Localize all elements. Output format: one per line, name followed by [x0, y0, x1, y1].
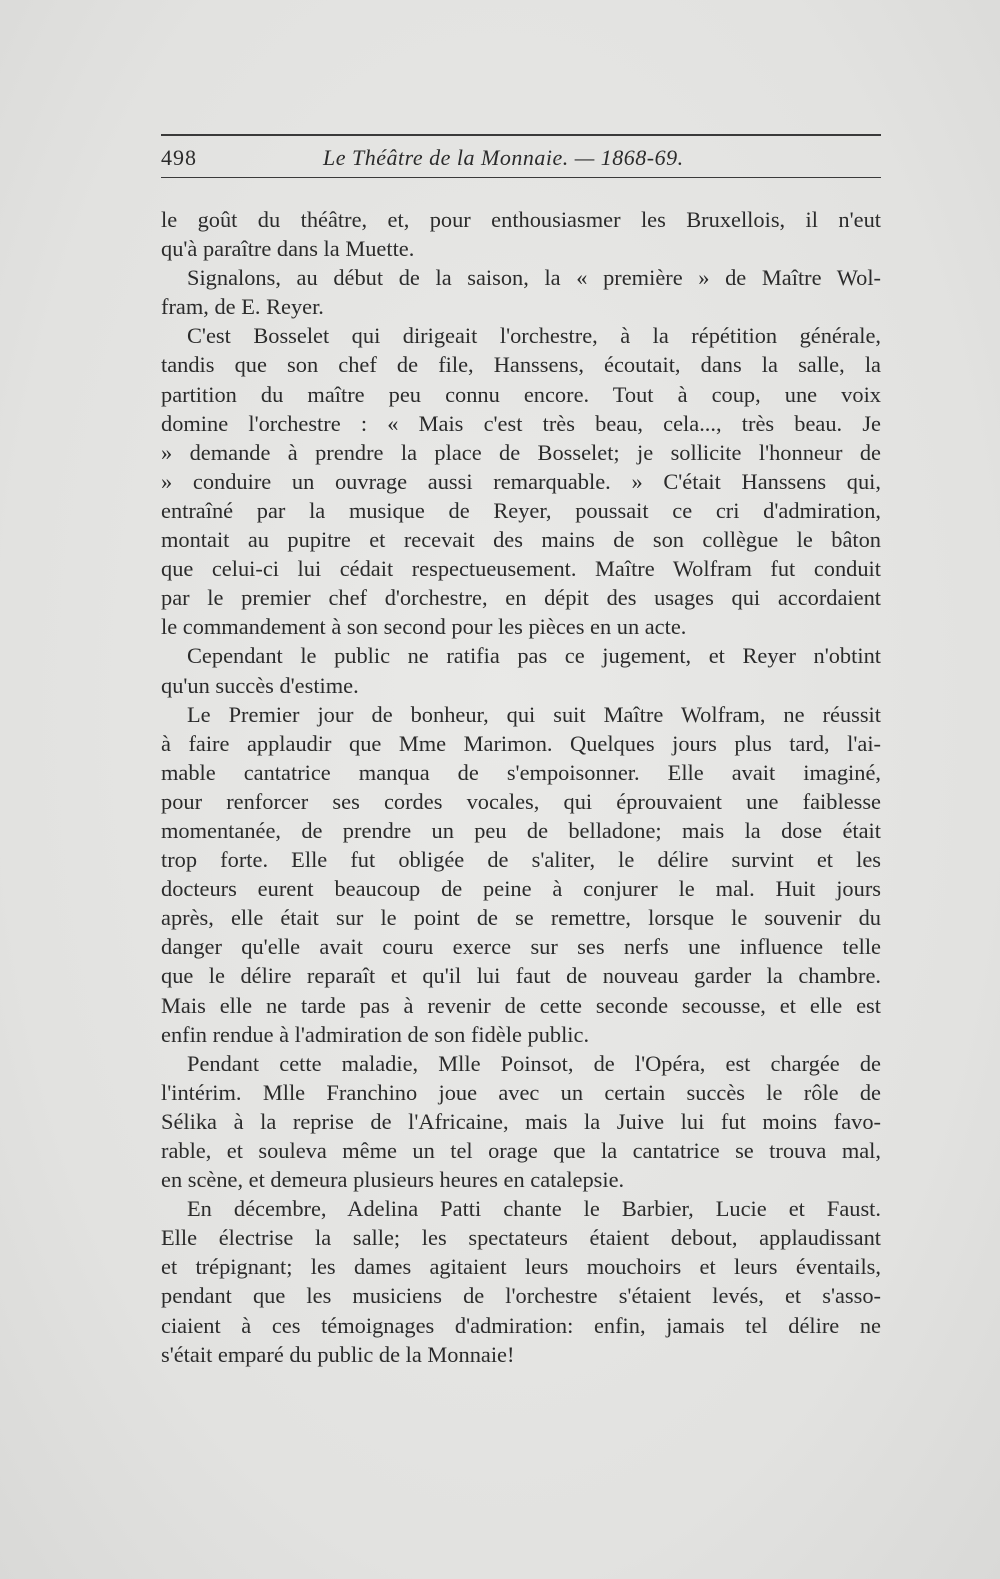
text-line: s'était emparé du public de la Monnaie! [161, 1341, 515, 1367]
text-line: après, elle était sur le point de se remettre, lorsque le souvenir du [161, 905, 881, 931]
text-line: danger qu'elle avait couru exerce sur ses nerfs une influence telle [161, 934, 881, 960]
text-line: En décembre, Adelina Patti chante le Barbier, Lucie et Faust. [187, 1196, 881, 1222]
header-top-rule [161, 134, 881, 136]
text-line: ciaient à ces témoignages d'admiration: enfin, jamais tel délire ne [161, 1312, 881, 1338]
text-line: tandis que son chef de file, Hanssens, écoutait, dans la salle, la [161, 352, 881, 378]
text-line: Pendant cette maladie, Mlle Poinsot, de l'Opéra, est chargée de [187, 1050, 881, 1076]
page-number: 498 [161, 145, 197, 170]
text-line: docteurs eurent beaucoup de peine à conjurer le mal. Huit jours [161, 876, 881, 902]
running-head [161, 144, 881, 172]
text-line: Mais elle ne tarde pas à revenir de cette seconde secousse, et elle est [161, 992, 881, 1018]
text-line: le commandement à son second pour les pièces en un acte. [161, 614, 687, 640]
text-line: Signalons, au début de la saison, la « première » de Maître Wol- [187, 265, 881, 291]
text-line: entraîné par la musique de Reyer, poussait ce cri d'admiration, [161, 497, 881, 523]
text-line: » conduire un ouvrage aussi remarquable. » C'était Hanssens qui, [161, 468, 881, 494]
text-line: domine l'orchestre : « Mais c'est très beau, cela..., très beau. Je [161, 410, 881, 436]
text-line: à faire applaudir que Mme Marimon. Quelques jours plus tard, l'ai- [161, 730, 881, 756]
text-line: montait au pupitre et recevait des mains de son collègue le bâton [161, 527, 881, 553]
text-line: Sélika à la reprise de l'Africaine, mais la Juive lui fut moins favo- [161, 1108, 881, 1134]
text-line: en scène, et demeura plusieurs heures en catalepsie. [161, 1167, 625, 1193]
text-line: que le délire reparaît et qu'il lui faut de nouveau garder la chambre. [161, 963, 881, 989]
text-line: Le Premier jour de bonheur, qui suit Maître Wolfram, ne réussit [187, 701, 881, 727]
text-line: qu'un succès d'estime. [161, 672, 359, 698]
text-line: mable cantatrice manqua de s'empoisonner. Elle avait imaginé, [161, 759, 881, 785]
running-title: Le Théâtre de la Monnaie. — 1868-69. [323, 145, 684, 170]
text-line: fram, de E. Reyer. [161, 294, 324, 320]
text-line: » demande à prendre la place de Bosselet; je sollicite l'honneur de [161, 439, 881, 465]
text-line: que celui-ci lui cédait respectueusement. Maître Wolfram fut conduit [161, 556, 881, 582]
text-line: Cependant le public ne ratifia pas ce jugement, et Reyer n'obtint [187, 643, 881, 669]
text-line: enfin rendue à l'admiration de son fidèle public. [161, 1021, 590, 1047]
text-line: C'est Bosselet qui dirigeait l'orchestre, à la répétition générale, [187, 323, 881, 349]
text-line: par le premier chef d'orchestre, en dépit des usages qui accordaient [161, 585, 881, 611]
text-line: le goût du théâtre, et, pour enthousiasmer les Bruxellois, il n'eut [161, 207, 881, 232]
text-line: rable, et souleva même un tel orage que la cantatrice se trouva mal, [161, 1138, 881, 1163]
text-line: momentanée, de prendre un peu de belladone; mais la dose était [161, 817, 881, 843]
text-line: l'intérim. Mlle Franchino joue avec un certain succès le rôle de [161, 1079, 881, 1105]
body-text [161, 205, 881, 1369]
text-line: et trépignant; les dames agitaient leurs mouchoirs et leurs éventails, [161, 1254, 881, 1280]
text-line: trop forte. Elle fut obligée de s'aliter, le délire survint et les [161, 847, 881, 873]
text-line: partition du maître peu connu encore. Tout à coup, une voix [161, 381, 881, 407]
text-line: Elle électrise la salle; les spectateurs étaient debout, applaudissant [161, 1225, 881, 1251]
header-bottom-rule [161, 177, 881, 178]
text-line: qu'à paraître dans la Muette. [161, 236, 415, 262]
text-line: pour renforcer ses cordes vocales, qui éprouvaient une faiblesse [161, 788, 881, 814]
text-line: pendant que les musiciens de l'orchestre s'étaient levés, et s'asso- [161, 1283, 881, 1309]
